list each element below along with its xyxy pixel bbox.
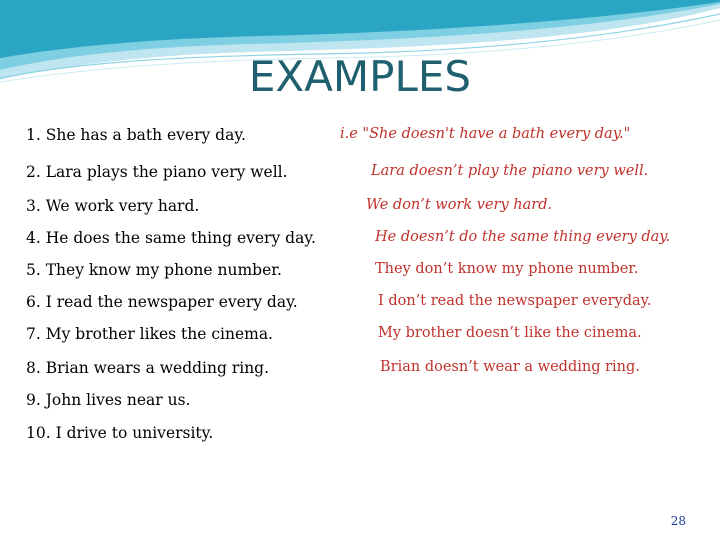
negative-form-3: We don’t work very hard.: [366, 197, 553, 213]
page-number: 28: [670, 514, 686, 528]
negative-form-2: Lara doesn’t play the piano very well.: [371, 163, 649, 179]
example-sentence-3: 3. We work very hard.: [26, 197, 200, 215]
negative-form-7: My brother doesn’t like the cinema.: [378, 325, 642, 341]
negative-form-8: Brian doesn’t wear a wedding ring.: [380, 359, 640, 375]
slide-title: EXAMPLES: [248, 52, 472, 101]
example-sentence-4: 4. He does the same thing every day.: [26, 229, 316, 247]
example-sentence-8: 8. Brian wears a wedding ring.: [26, 359, 270, 377]
example-sentence-5: 5. They know my phone number.: [26, 261, 282, 279]
example-sentence-10: 10. I drive to university.: [26, 424, 214, 442]
negative-form-4: He doesn’t do the same thing every day.: [375, 229, 671, 245]
example-sentence-6: 6. I read the newspaper every day.: [26, 293, 298, 311]
example-sentence-1: 1. She has a bath every day.: [26, 126, 246, 144]
negative-form-6: I don’t read the newspaper everyday.: [378, 293, 652, 309]
negative-form-1: i.e "She doesn't have a bath every day.": [340, 126, 631, 142]
example-sentence-2: 2. Lara plays the piano very well.: [26, 163, 288, 181]
example-sentence-9: 9. John lives near us.: [26, 391, 191, 409]
example-sentence-7: 7. My brother likes the cinema.: [26, 325, 273, 343]
negative-form-5: They don’t know my phone number.: [375, 261, 639, 277]
